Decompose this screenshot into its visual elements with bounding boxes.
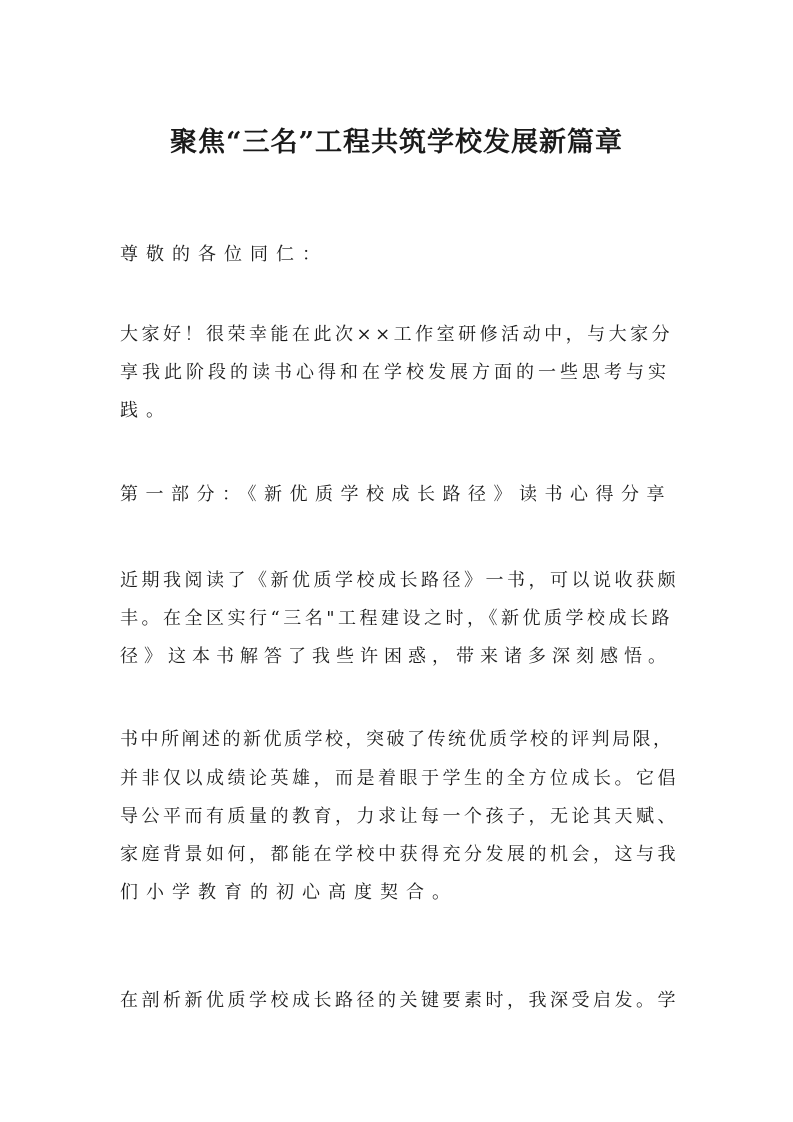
text-line: 们小学教育的初心高度契合。 bbox=[120, 882, 458, 903]
text-line: 家庭背景如何，都能在学校中获得充分发展的机会，这与我 bbox=[120, 844, 679, 865]
text-line: 径》这本书解答了我些许困惑，带来诸多深刻感悟。 bbox=[120, 646, 672, 667]
text-line: 书中所阐述的新优质学校，突破了传统优质学校的评判局限， bbox=[120, 729, 674, 750]
text-line: 并非仅以成绩论英雄，而是着眼于学生的全方位成长。它倡 bbox=[120, 768, 679, 789]
text-line: 享我此阶段的读书心得和在学校发展方面的一些思考与实 bbox=[120, 362, 670, 383]
text-line: 丰。在全区实行“三名"工程建设之时，《新优质学校成长路 bbox=[120, 608, 673, 629]
text-line: 导公平而有质量的教育，力求让每一个孩子，无论其天赋、 bbox=[120, 806, 679, 827]
document-title: 聚焦“三名”工程共筑学校发展新篇章 bbox=[169, 127, 624, 158]
text-line: 第一部分：《新优质学校成长路径》读书心得分享 bbox=[120, 484, 672, 505]
text-line: 近期我阅读了《新优质学校成长路径》一书，可以说收获颇 bbox=[120, 570, 679, 591]
text-line: 大家好！很荣幸能在此次××工作室研修活动中，与大家分 bbox=[120, 324, 674, 345]
text-line: 践。 bbox=[120, 400, 172, 421]
text-line: 在剖析新优质学校成长路径的关键要素时，我深受启发。学 bbox=[120, 990, 679, 1011]
salutation: 尊敬的各位同仁： bbox=[120, 244, 328, 265]
